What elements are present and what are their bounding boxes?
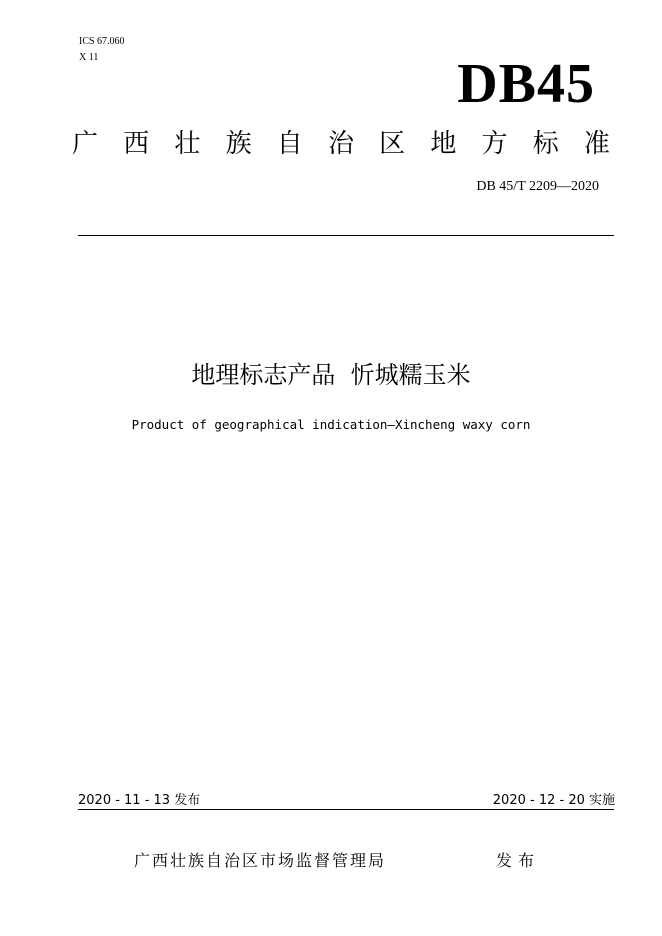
db-code: DB45 xyxy=(457,53,595,115)
ccs-code: X 11 xyxy=(79,52,99,63)
standard-type-heading xyxy=(72,124,610,164)
document-title-english: Product of geographical indication—Xincheng waxy corn xyxy=(131,417,531,432)
issue-label: 发布 xyxy=(496,851,541,870)
standard-type-char: 地 xyxy=(430,129,457,159)
top-divider xyxy=(78,235,614,236)
ics-code: ICS 67.060 xyxy=(79,36,125,47)
standard-type-char: 壮 xyxy=(174,129,201,159)
issue-date: 2020 - 11 - 13 发布 xyxy=(78,793,201,808)
document-title-chinese: 地理标志产品 忻城糯玉米 xyxy=(191,361,471,389)
standard-number: DB 45/T 2209—2020 xyxy=(476,179,599,194)
standard-type-char: 区 xyxy=(379,129,406,159)
standard-type-char: 广 xyxy=(72,129,99,159)
standard-type-char: 西 xyxy=(123,129,150,159)
implementation-date: 2020 - 12 - 20 实施 xyxy=(492,793,615,808)
bottom-divider xyxy=(78,809,614,810)
classification-codes xyxy=(79,34,125,66)
standard-type-char: 治 xyxy=(327,129,354,159)
standard-type-char: 准 xyxy=(583,129,610,159)
issuing-authority: 广西壮族自治区市场监督管理局 xyxy=(134,851,387,870)
standard-type-char: 自 xyxy=(276,129,303,159)
standard-type-char: 方 xyxy=(481,129,508,159)
standard-type-char: 族 xyxy=(225,129,252,159)
standard-type-char: 标 xyxy=(532,129,559,159)
